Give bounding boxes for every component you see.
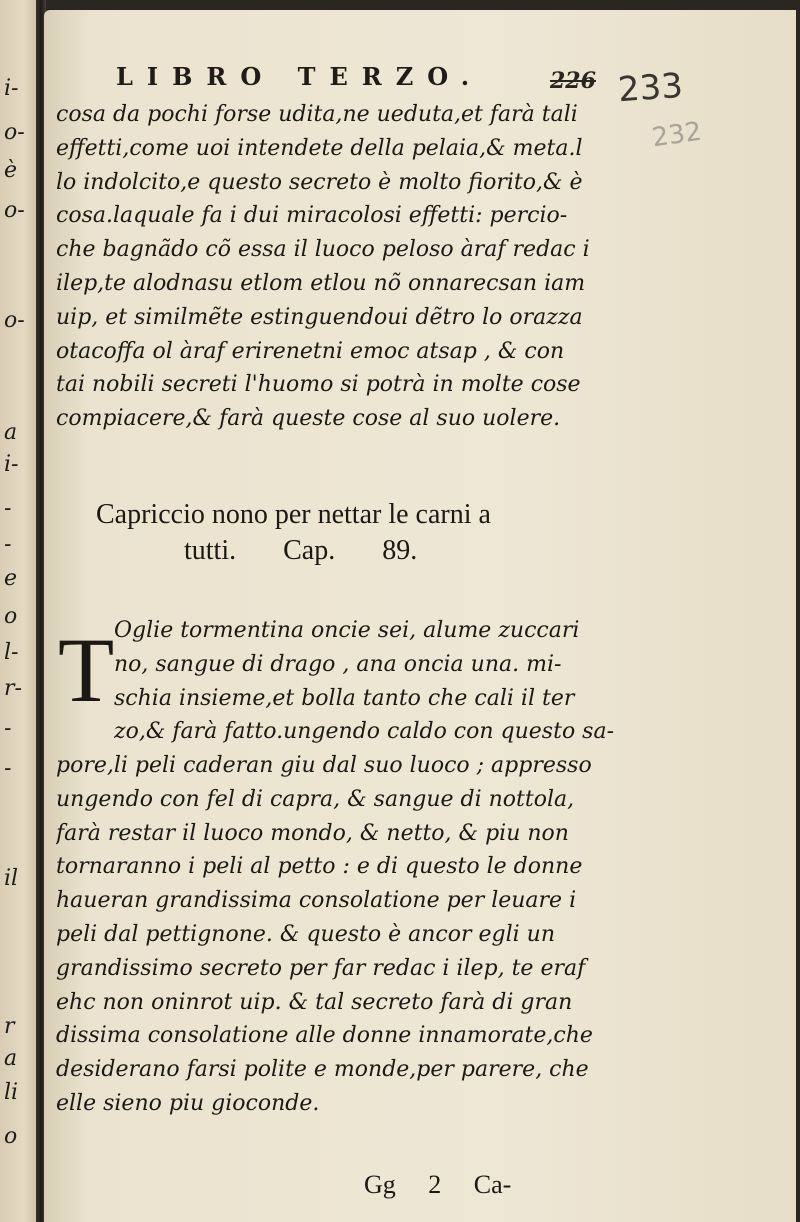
margin-fragment: o- (4, 308, 25, 333)
margin-fragment: - (4, 496, 12, 521)
paragraph-body (56, 749, 626, 1121)
chapter-heading (96, 497, 616, 569)
margin-fragment: è (4, 158, 18, 183)
text-line: grandissimo secreto per far redac i ilep, te eraf (56, 955, 586, 981)
margin-fragment: il (4, 866, 19, 891)
text-line: tornaranno i peli al petto : e di questo le donne (56, 854, 583, 880)
text-line: ungendo con fel di capra, & sangue di nottola, (56, 786, 575, 812)
text-line: elle sieno piu gioconde. (56, 1090, 320, 1116)
text-line: dissima consolatione alle donne innamorate,che (56, 1023, 593, 1049)
margin-fragment: e (4, 566, 18, 591)
text-line: cosa da pochi forse udita,ne ueduta,et farà tali (56, 102, 578, 127)
margin-fragment: i- (4, 76, 19, 101)
signature-catchword-line (364, 1170, 624, 1200)
margin-fragment: a (4, 420, 18, 445)
text-line: desiderano farsi polite e monde,per parere, che (56, 1057, 589, 1083)
paragraph-first-lines (114, 614, 634, 749)
text-line: Oglie tormentina oncie sei, alume zuccari (114, 618, 580, 643)
margin-fragment: o (4, 604, 18, 629)
continued-paragraph (56, 98, 626, 436)
margin-fragment: o (4, 1124, 18, 1149)
margin-fragment: - (4, 532, 12, 557)
margin-fragment: i- (4, 452, 19, 477)
text-line: otacoffa ol àraf erirenetni emoc atsap , & con (56, 338, 565, 364)
margin-fragment: li (4, 1080, 19, 1105)
catchword: Ca- (473, 1170, 512, 1199)
margin-fragment: r (4, 1014, 15, 1039)
chapter-number: 89. (382, 535, 418, 566)
text-line: ehc non oninrot uip. & tal secreto farà di gran (56, 989, 573, 1015)
margin-fragment: a (4, 1046, 18, 1071)
heading-line-1: Capriccio nono per nettar le carni a (96, 499, 491, 530)
text-line: ilep,te alodnasu etlom etlou nõ onnarecsan iam (56, 270, 586, 296)
margin-fragment: l- (4, 640, 19, 665)
text-line: zo,& farà fatto.ungendo caldo con questo sa- (114, 719, 615, 745)
text-line: peli dal pettignone. & questo è ancor egli un (56, 921, 555, 947)
text-line: uip, et similmẽte estinguendoui dẽtro lo orazza (56, 304, 583, 330)
drop-cap: T (58, 619, 115, 721)
text-line: che bagnãdo cõ essa il luoco peloso àraf redac i (56, 237, 590, 263)
text-line: haueran grandissima consolatione per leuare i (56, 888, 577, 914)
margin-fragment: o- (4, 120, 25, 145)
margin-fragment: r- (4, 676, 22, 701)
margin-fragment: - (4, 716, 12, 741)
chapter-label: Cap. (283, 535, 336, 566)
text-line: compiacere,& farà queste cose al suo uolere. (56, 406, 561, 432)
text-line: pore,li peli caderan giu dal suo luoco ; appresso (56, 753, 592, 778)
book-page (44, 10, 796, 1222)
facing-page-edge (0, 0, 40, 1222)
text-line: tai nobili secreti l'huomo si potrà in molte cose (56, 372, 581, 398)
signature-mark: Gg (364, 1170, 396, 1199)
margin-fragment: o- (4, 198, 25, 223)
margin-fragment: - (4, 756, 12, 781)
text-line: cosa.laquale fa i dui miracolosi effetti: percio- (56, 203, 568, 229)
text-line: no, sangue di drago , ana oncia una. mi- (114, 651, 562, 677)
heading-word: tutti. (184, 535, 237, 566)
faint-folio: 232 (650, 116, 704, 154)
printed-folio: 226 (550, 68, 596, 94)
text-line: lo indolcito,e questo secreto è molto fiorito,& è (56, 169, 583, 195)
text-line: schia insieme,et bolla tanto che cali il ter (114, 685, 575, 711)
handwritten-folio: 233 (616, 65, 685, 111)
text-line: farà restar il luoco mondo, & netto, & piu non (56, 820, 569, 846)
running-head: LIBRO TERZO. (116, 62, 484, 91)
text-line: effetti,come uoi intendete della pelaia,& meta.l (56, 135, 583, 161)
signature-number: 2 (428, 1170, 442, 1199)
heading-line-2 (96, 533, 616, 569)
